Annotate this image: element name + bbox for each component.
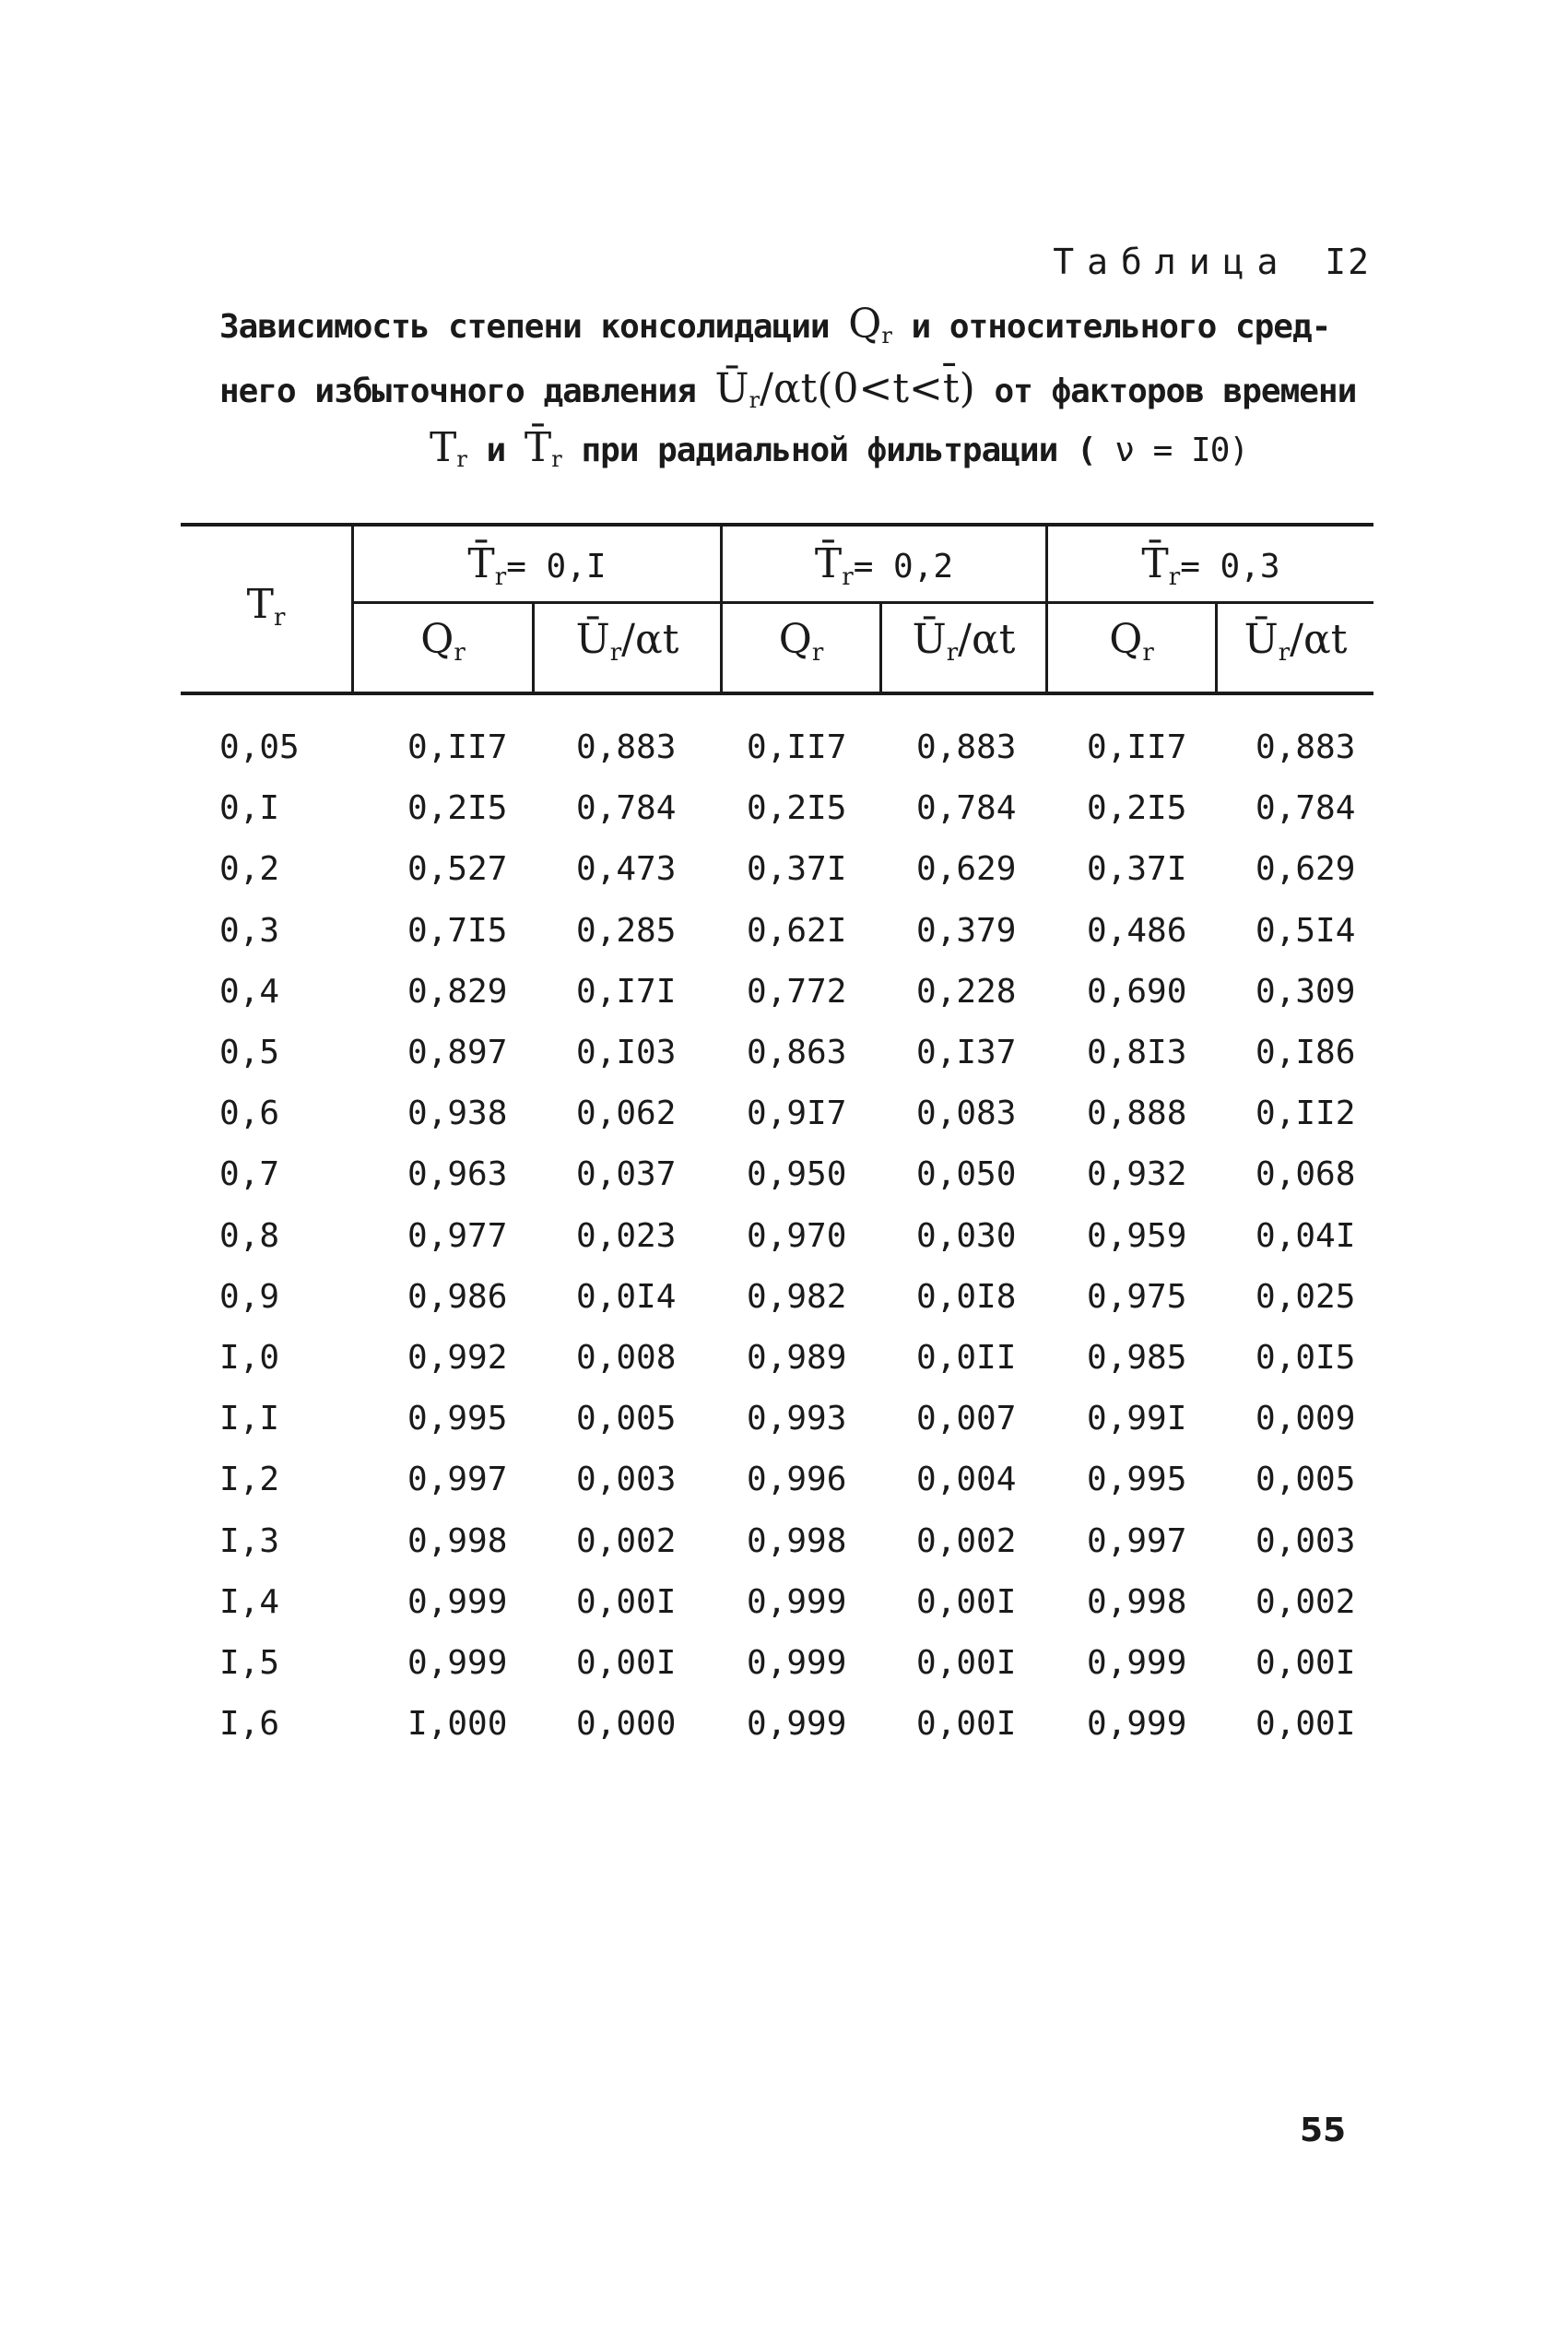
table-cell: 0,998 bbox=[407, 1521, 508, 1560]
u-sub: r bbox=[946, 639, 959, 667]
table-cell: 0,00I bbox=[576, 1644, 677, 1682]
row-label: I,6 bbox=[219, 1705, 280, 1744]
table-cell: 0,0I4 bbox=[576, 1277, 677, 1316]
row-label: 0,8 bbox=[219, 1216, 280, 1255]
row-label: I,5 bbox=[219, 1644, 280, 1682]
subheader-q bbox=[354, 616, 532, 667]
table-row bbox=[0, 1278, 1568, 1339]
group-sub: r bbox=[842, 563, 854, 591]
table-cell: 0,228 bbox=[916, 972, 1017, 1011]
caption-nu: ν = I0) bbox=[1114, 432, 1249, 469]
table-cell: 0,I86 bbox=[1256, 1034, 1356, 1071]
caption-text: и bbox=[486, 432, 506, 469]
symbol-u-expr: /αt(0<t<t̄) bbox=[760, 365, 975, 412]
table-cell: 0,003 bbox=[1256, 1521, 1356, 1560]
table-cell: 0,8I3 bbox=[1087, 1034, 1187, 1071]
table-cell: 0,784 bbox=[576, 789, 677, 828]
table-cell: 0,7I5 bbox=[407, 911, 508, 950]
table-cell: 0,II2 bbox=[1256, 1095, 1356, 1133]
table-cell: 0,993 bbox=[747, 1400, 847, 1438]
row-label: I,2 bbox=[219, 1461, 280, 1499]
caption-text: и относительного сред- bbox=[911, 308, 1331, 346]
table-row bbox=[0, 1522, 1568, 1583]
table-cell: 0,999 bbox=[747, 1644, 847, 1682]
q-sub: r bbox=[811, 639, 824, 667]
table-cell: 0,0I5 bbox=[1256, 1339, 1356, 1377]
table-row bbox=[0, 973, 1568, 1034]
subheader-u bbox=[1218, 616, 1373, 667]
table-cell: 0,000 bbox=[576, 1705, 677, 1744]
symbol-q bbox=[848, 301, 892, 348]
symbol-t-letter: T bbox=[430, 424, 457, 471]
table-cell: 0,897 bbox=[407, 1034, 508, 1071]
table-row bbox=[0, 1583, 1568, 1644]
table-cell: 0,997 bbox=[407, 1461, 508, 1499]
table-cell: 0,00I bbox=[1256, 1644, 1356, 1682]
table-label-word: Таблица bbox=[1053, 242, 1291, 282]
table-cell: 0,II7 bbox=[747, 728, 847, 766]
caption-text: при радиальной фильтрации ( bbox=[581, 432, 1096, 469]
table-cell: 0,772 bbox=[747, 972, 847, 1011]
table-cell: 0,037 bbox=[576, 1155, 677, 1194]
caption-text: него избыточного давления bbox=[219, 373, 696, 410]
table-cell: 0,2I5 bbox=[747, 789, 847, 828]
table-cell: 0,007 bbox=[916, 1400, 1017, 1438]
subheader-u bbox=[882, 616, 1045, 667]
table-cell: 0,00I bbox=[916, 1705, 1017, 1744]
u-tail: /αt bbox=[958, 616, 1016, 663]
q-letter: Q bbox=[778, 616, 812, 663]
table-cell: 0,37I bbox=[1087, 850, 1187, 889]
u-sub: r bbox=[609, 639, 622, 667]
table-cell: 0,977 bbox=[407, 1216, 508, 1255]
symbol-q-letter: Q bbox=[848, 301, 882, 348]
group-sym: T̄ bbox=[814, 540, 843, 587]
table-cell: 0,030 bbox=[916, 1216, 1017, 1255]
group-sub: r bbox=[1168, 563, 1181, 591]
table-row bbox=[0, 1155, 1568, 1216]
table-cell: 0,486 bbox=[1087, 911, 1187, 950]
group-sym: T̄ bbox=[467, 540, 495, 587]
group-header-1 bbox=[354, 540, 720, 591]
table-cell: I,000 bbox=[407, 1705, 508, 1744]
table-cell: 0,009 bbox=[1256, 1400, 1356, 1438]
subheader-q bbox=[1048, 616, 1215, 667]
group-header-2 bbox=[723, 540, 1045, 591]
caption-text: от факторов времени bbox=[994, 373, 1357, 410]
row-label: I,4 bbox=[219, 1582, 280, 1621]
table-label bbox=[1053, 242, 1371, 282]
table-row bbox=[0, 912, 1568, 973]
page-number: 55 bbox=[1300, 2112, 1347, 2149]
table-cell: 0,2I5 bbox=[407, 789, 508, 828]
table-cell: 0,888 bbox=[1087, 1095, 1187, 1133]
caption-text: Зависимость степени консолидации bbox=[219, 308, 830, 346]
row-label: 0,2 bbox=[219, 850, 280, 889]
group-sym: T̄ bbox=[1141, 540, 1169, 587]
symbol-t-bar-letter: T̄ bbox=[524, 424, 552, 471]
table-cell: 0,985 bbox=[1087, 1339, 1187, 1377]
table-cell: 0,473 bbox=[576, 850, 677, 889]
row-label: 0,6 bbox=[219, 1095, 280, 1133]
tr-letter: T bbox=[246, 581, 274, 628]
table-cell: 0,003 bbox=[576, 1461, 677, 1499]
table-cell: 0,068 bbox=[1256, 1155, 1356, 1194]
table-cell: 0,I37 bbox=[916, 1034, 1017, 1071]
table-cell: 0,008 bbox=[576, 1339, 677, 1377]
table-cell: 0,883 bbox=[576, 728, 677, 766]
table-row bbox=[0, 1034, 1568, 1095]
table-cell: 0,938 bbox=[407, 1095, 508, 1133]
table-row bbox=[0, 1705, 1568, 1766]
table-cell: 0,0I8 bbox=[916, 1277, 1017, 1316]
symbol-t bbox=[430, 424, 467, 471]
symbol-t-bar bbox=[525, 424, 562, 471]
row-label: I,0 bbox=[219, 1339, 280, 1377]
symbol-u-ratio bbox=[715, 365, 975, 412]
row-label: I,I bbox=[219, 1400, 280, 1438]
q-letter: Q bbox=[420, 616, 454, 663]
table-cell: 0,285 bbox=[576, 911, 677, 950]
table-cell: 0,629 bbox=[1256, 850, 1356, 889]
u-letter: Ū bbox=[912, 616, 947, 663]
group-value: = 0,3 bbox=[1180, 548, 1280, 586]
table-cell: 0,004 bbox=[916, 1461, 1017, 1499]
table-cell: 0,00I bbox=[916, 1644, 1017, 1682]
group-header-3 bbox=[1048, 540, 1373, 591]
table-cell: 0,883 bbox=[1256, 728, 1356, 766]
u-tail: /αt bbox=[1290, 616, 1348, 663]
table-cell: 0,9I7 bbox=[747, 1095, 847, 1133]
table-top-rule bbox=[181, 523, 1373, 527]
table-cell: 0,963 bbox=[407, 1155, 508, 1194]
table-cell: 0,959 bbox=[1087, 1216, 1187, 1255]
table-cell: 0,998 bbox=[747, 1521, 847, 1560]
table-cell: 0,986 bbox=[407, 1277, 508, 1316]
table-cell: 0,690 bbox=[1087, 972, 1187, 1011]
table-cell: 0,629 bbox=[916, 850, 1017, 889]
table-cell: 0,998 bbox=[1087, 1582, 1187, 1621]
caption-line-1 bbox=[219, 301, 1330, 349]
table-row bbox=[0, 1339, 1568, 1400]
table-cell: 0,083 bbox=[916, 1095, 1017, 1133]
u-tail: /αt bbox=[621, 616, 679, 663]
table-row bbox=[0, 1217, 1568, 1278]
table-cell: 0,0II bbox=[916, 1339, 1017, 1377]
table-row bbox=[0, 1400, 1568, 1461]
symbol-t-sub: r bbox=[456, 446, 467, 472]
table-cell: 0,950 bbox=[747, 1155, 847, 1194]
table-cell: 0,00I bbox=[1256, 1705, 1356, 1744]
table-cell: 0,992 bbox=[407, 1339, 508, 1377]
table-row bbox=[0, 789, 1568, 850]
header-bottom-rule bbox=[181, 692, 1373, 695]
row-label: I,3 bbox=[219, 1521, 280, 1560]
table-cell: 0,527 bbox=[407, 850, 508, 889]
u-letter: Ū bbox=[575, 616, 610, 663]
subheader-u bbox=[535, 616, 720, 667]
group-value: = 0,I bbox=[506, 548, 607, 586]
table-cell: 0,62I bbox=[747, 911, 847, 950]
symbol-u-letter: Ū bbox=[714, 365, 749, 412]
table-row bbox=[0, 1461, 1568, 1521]
table-row bbox=[0, 850, 1568, 911]
symbol-t-bar-sub: r bbox=[551, 446, 562, 472]
table-cell: 0,829 bbox=[407, 972, 508, 1011]
table-cell: 0,999 bbox=[747, 1705, 847, 1744]
row-label: 0,4 bbox=[219, 972, 280, 1011]
row-header-tr bbox=[181, 581, 351, 632]
subheader-q bbox=[723, 616, 879, 667]
table-cell: 0,00I bbox=[916, 1582, 1017, 1621]
table-cell: 0,784 bbox=[916, 789, 1017, 828]
table-row bbox=[0, 728, 1568, 789]
table-cell: 0,379 bbox=[916, 911, 1017, 950]
caption-line-3 bbox=[430, 424, 1248, 472]
table-cell: 0,975 bbox=[1087, 1277, 1187, 1316]
table-cell: 0,999 bbox=[1087, 1644, 1187, 1682]
row-label: 0,9 bbox=[219, 1277, 280, 1316]
table-cell: 0,995 bbox=[407, 1400, 508, 1438]
q-sub: r bbox=[454, 639, 466, 667]
table-cell: 0,005 bbox=[1256, 1461, 1356, 1499]
table-cell: 0,999 bbox=[747, 1582, 847, 1621]
row-label: 0,7 bbox=[219, 1155, 280, 1194]
table-cell: 0,37I bbox=[747, 850, 847, 889]
table-cell: 0,002 bbox=[916, 1521, 1017, 1560]
table-cell: 0,04I bbox=[1256, 1216, 1356, 1255]
table-cell: 0,5I4 bbox=[1256, 911, 1356, 950]
table-cell: 0,II7 bbox=[407, 728, 508, 766]
table-cell: 0,996 bbox=[747, 1461, 847, 1499]
table-cell: 0,970 bbox=[747, 1216, 847, 1255]
table-cell: 0,99I bbox=[1087, 1400, 1187, 1438]
header-mid-rule bbox=[351, 601, 1373, 604]
table-cell: 0,932 bbox=[1087, 1155, 1187, 1194]
table-row bbox=[0, 1644, 1568, 1705]
table-cell: 0,023 bbox=[576, 1216, 677, 1255]
table-cell: 0,989 bbox=[747, 1339, 847, 1377]
table-cell: 0,995 bbox=[1087, 1461, 1187, 1499]
group-value: = 0,2 bbox=[853, 548, 954, 586]
table-cell: 0,883 bbox=[916, 728, 1017, 766]
row-label: 0,3 bbox=[219, 911, 280, 950]
u-letter: Ū bbox=[1244, 616, 1279, 663]
table-cell: 0,982 bbox=[747, 1277, 847, 1316]
table-cell: 0,999 bbox=[1087, 1705, 1187, 1744]
table-cell: 0,II7 bbox=[1087, 728, 1187, 766]
table-cell: 0,I7I bbox=[576, 972, 677, 1011]
table-cell: 0,00I bbox=[576, 1582, 677, 1621]
table-row bbox=[0, 1095, 1568, 1155]
table-cell: 0,002 bbox=[576, 1521, 677, 1560]
table-cell: 0,997 bbox=[1087, 1521, 1187, 1560]
table-number: I2 bbox=[1325, 242, 1371, 282]
table-cell: 0,784 bbox=[1256, 789, 1356, 828]
caption-line-2 bbox=[219, 365, 1356, 413]
symbol-u-sub: r bbox=[749, 387, 760, 413]
table-cell: 0,025 bbox=[1256, 1277, 1356, 1316]
table-cell: 0,999 bbox=[407, 1644, 508, 1682]
table-cell: 0,I03 bbox=[576, 1034, 677, 1071]
table-cell: 0,062 bbox=[576, 1095, 677, 1133]
row-label: 0,05 bbox=[219, 728, 300, 766]
tr-sub: r bbox=[273, 604, 286, 632]
table-cell: 0,999 bbox=[407, 1582, 508, 1621]
q-letter: Q bbox=[1109, 616, 1143, 663]
q-sub: r bbox=[1142, 639, 1154, 667]
group-sub: r bbox=[494, 563, 507, 591]
table-cell: 0,005 bbox=[576, 1400, 677, 1438]
row-label: 0,5 bbox=[219, 1034, 280, 1071]
u-sub: r bbox=[1278, 639, 1291, 667]
table-cell: 0,863 bbox=[747, 1034, 847, 1071]
row-label: 0,I bbox=[219, 789, 280, 828]
table-cell: 0,309 bbox=[1256, 972, 1356, 1011]
table-cell: 0,002 bbox=[1256, 1582, 1356, 1621]
table-cell: 0,2I5 bbox=[1087, 789, 1187, 828]
symbol-q-sub: r bbox=[881, 323, 892, 349]
table-cell: 0,050 bbox=[916, 1155, 1017, 1194]
